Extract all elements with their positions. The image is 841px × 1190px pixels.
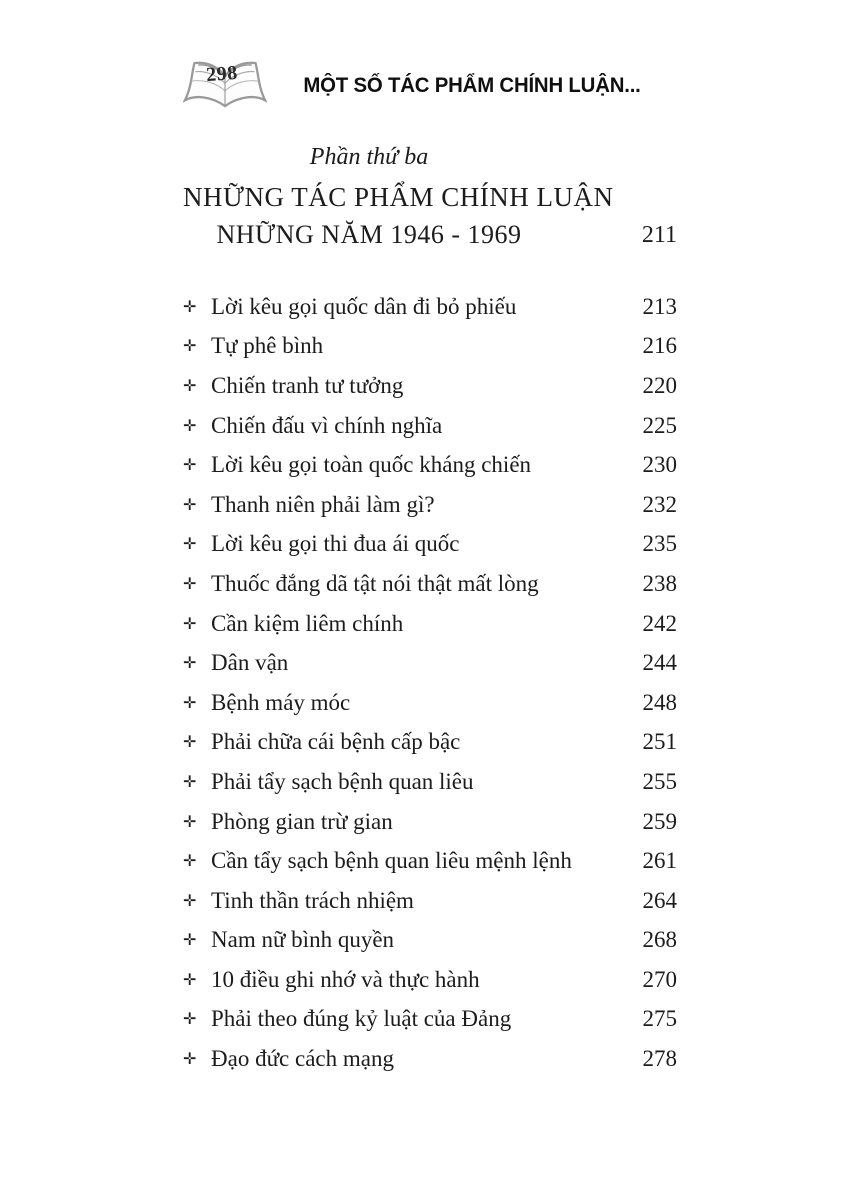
toc-entry-title: Phải chữa cái bệnh cấp bậc (211, 729, 461, 755)
toc-entry-title: Phải tẩy sạch bệnh quan liêu (211, 768, 474, 794)
toc-entry-page: 235 (642, 531, 677, 557)
cross-bullet-icon: ✛ (183, 615, 197, 633)
cross-bullet-icon: ✛ (183, 734, 197, 752)
cross-bullet-icon: ✛ (183, 417, 197, 435)
toc-entry-page: 275 (642, 1006, 677, 1032)
toc-entry-title: Bệnh máy móc (211, 689, 351, 715)
toc-entry-page: 225 (642, 412, 677, 438)
toc-entry-title: Thuốc đắng dã tật nói thật mất lòng (211, 570, 539, 596)
cross-bullet-icon: ✛ (183, 892, 197, 910)
toc-entry-page: 251 (642, 729, 677, 755)
toc-list (183, 287, 677, 1079)
toc-entry-title: Cần kiệm liêm chính (211, 610, 404, 636)
page-number: 298 (205, 61, 239, 87)
toc-entry-title: Chiến đấu vì chính nghĩa (211, 412, 443, 438)
toc-entry-title: Thanh niên phải làm gì? (211, 491, 435, 517)
toc-entry-title: Lời kêu gọi thi đua ái quốc (211, 531, 460, 557)
toc-entry (183, 287, 677, 327)
toc-entry (183, 723, 677, 763)
toc-entry (183, 406, 677, 446)
toc-entry-title: Tự phê bình (211, 333, 324, 359)
cross-bullet-icon: ✛ (183, 536, 197, 554)
cross-bullet-icon: ✛ (183, 853, 197, 871)
cross-bullet-icon: ✛ (183, 813, 197, 831)
toc-entry (183, 683, 677, 723)
toc-entry (183, 881, 677, 921)
toc-entry-page: 264 (642, 887, 677, 913)
toc-entry (183, 643, 677, 683)
toc-entry (183, 1000, 677, 1040)
cross-bullet-icon: ✛ (183, 575, 197, 593)
toc-entry (183, 327, 677, 367)
toc-entry-page: 213 (642, 293, 677, 319)
cross-bullet-icon: ✛ (183, 971, 197, 989)
toc-entry-title: Phải theo đúng kỷ luật của Đảng (211, 1006, 512, 1032)
toc-entry-page: 244 (642, 650, 677, 676)
section-page-number: 211 (641, 222, 677, 248)
cross-bullet-icon: ✛ (183, 932, 197, 950)
section-heading (183, 144, 677, 250)
cross-bullet-icon: ✛ (183, 377, 197, 395)
toc-entry-page: 230 (642, 452, 677, 478)
cross-bullet-icon: ✛ (183, 773, 197, 791)
cross-bullet-icon: ✛ (183, 338, 197, 356)
toc-entry (183, 1039, 677, 1079)
toc-entry (183, 366, 677, 406)
section-title-line1: NHỮNG TÁC PHẨM CHÍNH LUẬN (183, 182, 614, 212)
toc-entry-title: Cần tẩy sạch bệnh quan liêu mệnh lệnh (211, 848, 572, 874)
toc-entry (183, 604, 677, 644)
toc-entry (183, 485, 677, 525)
toc-entry-title: Lời kêu gọi toàn quốc kháng chiến (211, 452, 532, 478)
toc-entry-title: Đạo đức cách mạng (211, 1046, 394, 1072)
toc-entry-title: Phòng gian trừ gian (211, 808, 393, 834)
running-title: MỘT SỐ TÁC PHẨM CHÍNH LUẬN... (303, 74, 641, 97)
cross-bullet-icon: ✛ (183, 655, 197, 673)
toc-entry-page: 259 (642, 808, 677, 834)
toc-entry-title: Dân vận (211, 650, 289, 676)
toc-entry-page: 261 (642, 848, 677, 874)
toc-entry (183, 762, 677, 802)
toc-entry-page: 242 (642, 610, 677, 636)
toc-entry-title: 10 điều ghi nhớ và thực hành (211, 966, 480, 992)
toc-entry-page: 278 (642, 1046, 677, 1072)
toc-entry-title: Tinh thần trách nhiệm (211, 887, 414, 913)
toc-entry (183, 921, 677, 961)
toc-entry (183, 564, 677, 604)
toc-entry (183, 445, 677, 485)
toc-entry-page: 268 (642, 927, 677, 953)
toc-entry (183, 525, 677, 565)
toc-entry-page: 255 (642, 768, 677, 794)
toc-entry-title: Chiến tranh tư tưởng (211, 372, 404, 398)
toc-entry-page: 232 (642, 491, 677, 517)
part-label: Phần thứ ba (309, 144, 429, 170)
toc-entry-title: Lời kêu gọi quốc dân đi bỏ phiếu (211, 293, 517, 319)
cross-bullet-icon: ✛ (183, 298, 197, 316)
toc-entry-page: 248 (642, 689, 677, 715)
open-book-icon (183, 56, 267, 116)
toc-entry (183, 802, 677, 842)
toc-entry-page: 238 (642, 570, 677, 596)
cross-bullet-icon: ✛ (183, 496, 197, 514)
cross-bullet-icon: ✛ (183, 1051, 197, 1069)
toc-entry-page: 220 (642, 372, 677, 398)
toc-entry-page: 270 (642, 966, 677, 992)
cross-bullet-icon: ✛ (183, 457, 197, 475)
toc-entry-page: 216 (642, 333, 677, 359)
toc-entry (183, 960, 677, 1000)
section-title-line2: NHỮNG NĂM 1946 - 1969 (216, 220, 522, 249)
cross-bullet-icon: ✛ (183, 694, 197, 712)
section-title-row (183, 220, 677, 250)
running-header (183, 56, 677, 116)
cross-bullet-icon: ✛ (183, 1011, 197, 1029)
toc-entry (183, 841, 677, 881)
toc-entry-title: Nam nữ bình quyền (211, 927, 395, 953)
